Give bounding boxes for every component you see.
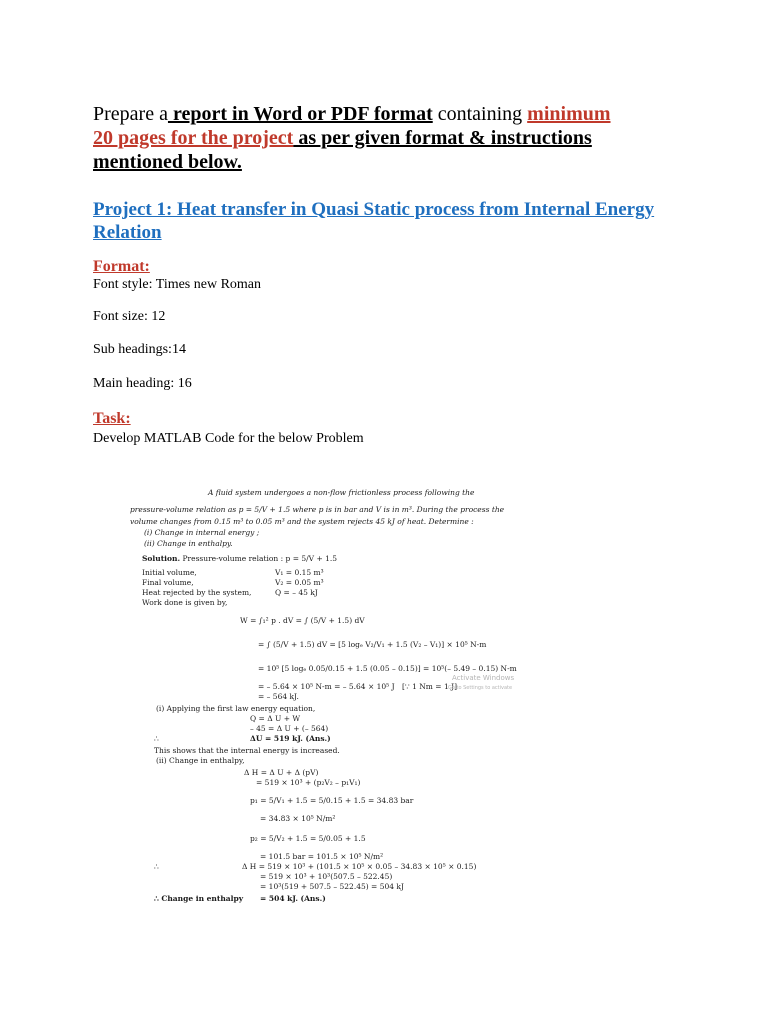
textbook-problem-image bbox=[130, 478, 517, 908]
enthalpy-equation: Δ H = Δ U + Δ (pV) bbox=[244, 768, 319, 777]
project-heading: Project 1: Heat transfer in Quasi Static process from Internal Energy Relation bbox=[93, 199, 655, 243]
given-value: V₂ = 0.05 m³ bbox=[275, 578, 324, 587]
given-value: V₁ = 0.15 m³ bbox=[275, 568, 324, 577]
pressure-equation: p₂ = 5/V₂ + 1.5 = 5/0.05 + 1.5 bbox=[250, 834, 366, 843]
intro-text-2: report in Word or PDF format bbox=[167, 103, 433, 125]
part-ii-label: (ii) Change in enthalpy, bbox=[156, 756, 245, 765]
enthalpy-equation: Δ H = 519 × 10³ + (101.5 × 10⁵ × 0.05 – 34.83 × 10⁵ × 0.15) bbox=[242, 862, 477, 871]
problem-line: (ii) Change in enthalpy. bbox=[144, 539, 233, 548]
intro-text-4: minimum bbox=[527, 103, 611, 125]
activation-watermark: Activate Windows bbox=[452, 674, 515, 682]
work-equation: W = ∫₁² p . dV = ∫ (5/V + 1.5) dV bbox=[240, 616, 365, 625]
enthalpy-equation: = 519 × 10³ + 10³(507.5 – 522.45) bbox=[260, 872, 393, 881]
task-text: Develop MATLAB Code for the below Problem bbox=[93, 431, 364, 446]
work-note: [∵ 1 Nm = 1 J] bbox=[402, 682, 458, 691]
given-label: Final volume, bbox=[142, 578, 194, 587]
given-label: Work done is given by, bbox=[142, 598, 228, 607]
part-i-equation: Q = Δ U + W bbox=[250, 714, 301, 723]
solution-text: Pressure-volume relation : p = 5/V + 1.5 bbox=[180, 554, 338, 563]
pressure-equation: = 101.5 bar = 101.5 × 10⁵ N/m² bbox=[260, 852, 384, 861]
given-label: Initial volume, bbox=[142, 568, 197, 577]
part-i-label: (i) Applying the first law energy equation, bbox=[156, 704, 316, 713]
problem-line: volume changes from 0.15 m³ to 0.05 m³ and the system rejects 45 kJ of heat. Determine : bbox=[130, 517, 474, 526]
given-value: Q = – 45 kJ bbox=[275, 588, 318, 597]
intro-text-3: containing bbox=[432, 103, 528, 125]
problem-line: (i) Change in internal energy ; bbox=[144, 528, 260, 537]
enthalpy-equation: = 519 × 10³ + (p₂V₂ – p₁V₁) bbox=[256, 778, 361, 787]
format-heading: Format: bbox=[93, 258, 150, 275]
final-answer-value: = 504 kJ. (Ans.) bbox=[260, 894, 326, 903]
solution-line bbox=[142, 554, 337, 564]
increase-note: This shows that the internal energy is increased. bbox=[154, 746, 340, 755]
therefore-symbol: ∴ bbox=[154, 862, 159, 871]
intro-text-7: mentioned below. bbox=[93, 151, 242, 173]
font-style-line: Font style: Times new Roman bbox=[93, 277, 262, 292]
pressure-equation: p₁ = 5/V₁ + 1.5 = 5/0.15 + 1.5 = 34.83 bar bbox=[250, 796, 414, 805]
work-equation: = 10⁵ [5 logₑ 0.05/0.15 + 1.5 (0.05 – 0.15)] = 10⁵(– 5.49 – 0.15) N-m bbox=[258, 664, 517, 673]
intro-paragraph bbox=[93, 102, 713, 174]
work-equation: = – 564 kJ. bbox=[258, 692, 299, 701]
therefore-symbol: ∴ bbox=[154, 734, 159, 743]
work-equation: = ∫ (5/V + 1.5) dV = [5 logₑ V₂/V₁ + 1.5 (V₂ – V₁)] × 10⁵ N-m bbox=[258, 640, 487, 649]
work-equation: = – 5.64 × 10⁵ N-m = – 5.64 × 10⁵ J bbox=[258, 682, 395, 691]
task-heading: Task: bbox=[93, 410, 131, 427]
enthalpy-equation: = 10³(519 + 507.5 – 522.45) = 504 kJ bbox=[260, 882, 404, 891]
part-i-equation: – 45 = Δ U + (– 564) bbox=[250, 724, 329, 733]
activation-watermark-sub: Go to Settings to activate bbox=[448, 685, 513, 691]
intro-text-1: Prepare a bbox=[93, 103, 168, 125]
solution-label: Solution. bbox=[142, 554, 181, 563]
sub-headings-line: Sub headings:14 bbox=[93, 342, 186, 357]
problem-line: pressure-volume relation as p = 5/V + 1.5 where p is in bar and V is in m³. During the process the bbox=[130, 505, 505, 514]
intro-text-6: as per given format & instructions bbox=[293, 127, 592, 149]
given-label: Heat rejected by the system, bbox=[142, 588, 252, 597]
main-heading-line: Main heading: 16 bbox=[93, 376, 192, 391]
intro-text-5: 20 pages for the project bbox=[93, 127, 294, 149]
pressure-equation: = 34.83 × 10⁵ N/m² bbox=[260, 814, 336, 823]
font-size-line: Font size: 12 bbox=[93, 309, 166, 324]
part-i-answer: ΔU = 519 kJ. (Ans.) bbox=[250, 734, 331, 743]
problem-line: A fluid system undergoes a non-flow frictionless process following the bbox=[208, 488, 475, 497]
final-answer-label: ∴ Change in enthalpy bbox=[154, 894, 244, 903]
